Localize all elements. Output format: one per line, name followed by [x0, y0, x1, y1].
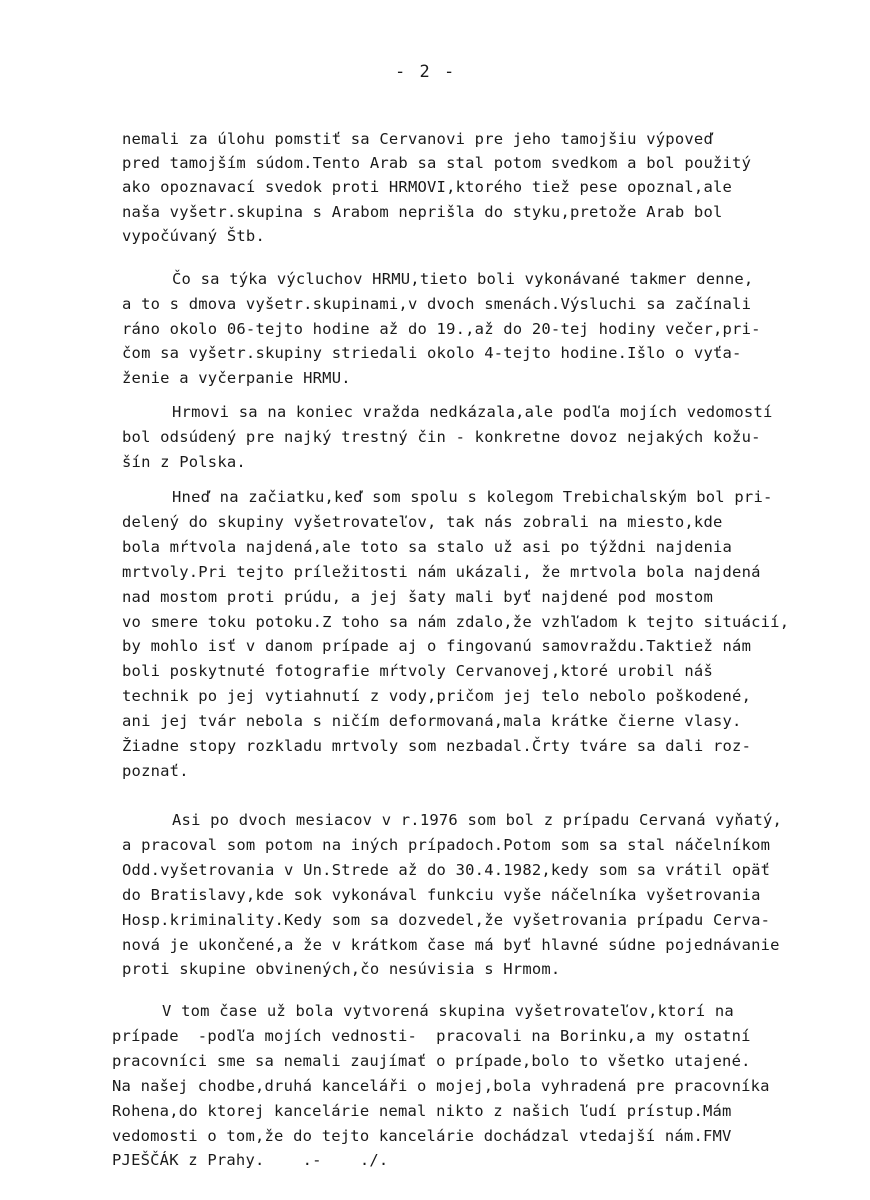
- text-line: ženie a vyčerpanie HRMU.: [122, 369, 351, 388]
- text-line: vedomosti o tom,že do tejto kancelárie dochádzal vtedajší nám.FMV: [112, 1126, 732, 1145]
- text-line: do Bratislavy,kde sok vykonával funkciu vyše náčelníka vyšetrovania: [122, 885, 761, 904]
- text-line: ani jej tvár nebola s ničím deformovaná,mala krátke čierne vlasy.: [122, 712, 742, 731]
- text-line: Rohena,do ktorej kancelárie nemal nikto z našich ľudí prístup.Mám: [112, 1101, 732, 1120]
- text-line: nemali za úlohu pomstiť sa Cervanovi pre jeho tamojšiu výpoveď: [122, 130, 713, 148]
- text-line: by mohlo isť v danom prípade aj o fingovanú samovraždu.Taktiež nám: [122, 637, 752, 656]
- page-number: - 2 -: [395, 62, 457, 82]
- text-line: Hosp.kriminality.Kedy som sa dozvedel,že vyšetrovania prípadu Cerva-: [122, 910, 771, 929]
- text-line: boli poskytnuté fotografie mŕtvoly Cervanovej,ktoré urobil náš: [122, 662, 713, 681]
- text-line: PJEŠČÁK z Prahy. .- ./.: [112, 1151, 389, 1170]
- text-line: Žiadne stopy rozkladu mrtvoly som nezbadal.Črty tváre sa dali roz-: [122, 737, 752, 755]
- text-line: prípade -podľa mojích vednosti- pracovali na Borinku,a my ostatní: [112, 1026, 751, 1045]
- text-line: proti skupine obvinených,čo nesúvisia s Hrmom.: [122, 960, 561, 979]
- text-line: ako opoznavací svedok proti HRMOVI,ktorého tiež pese opoznal,ale: [122, 178, 733, 197]
- text-line: čom sa vyšetr.skupiny striedali okolo 4-tejto hodine.Išlo o vyťa-: [122, 344, 742, 363]
- text-line: nová je ukončené,a že v krátkom čase má byť hlavné súdne pojednávanie: [122, 935, 780, 954]
- text-line: bola mŕtvola najdená,ale toto sa stalo už asi po týždni najdenia: [122, 537, 733, 556]
- text-line: Odd.vyšetrovania v Un.Strede až do 30.4.1982,kedy som sa vrátil opäť: [122, 860, 771, 879]
- text-line: Hrmovi sa na koniec vražda nedkázala,ale podľa mojích vedomostí: [172, 403, 773, 421]
- text-line: naša vyšetr.skupina s Arabom neprišla do styku,pretože Arab bol: [122, 202, 723, 221]
- text-line: pracovníci sme sa nemali zaujímať o prípade,bolo to všetko utajené.: [112, 1051, 751, 1070]
- text-line: vo smere toku potoku.Z toho sa nám zdalo,že vzhľadom k tejto situácií,: [122, 612, 790, 631]
- text-line: pred tamojším súdom.Tento Arab sa stal potom svedkom a bol použitý: [122, 154, 752, 173]
- text-line: technik po jej vytiahnutí z vody,pričom jej telo nebolo poškodené,: [122, 687, 752, 706]
- text-line: Asi po dvoch mesiacov v r.1976 som bol z prípadu Cervaná vyňatý,: [172, 811, 783, 829]
- text-line: ráno okolo 06-tejto hodine až do 19.,až do 20-tej hodiny večer,pri-: [122, 319, 761, 338]
- text-line: delený do skupiny vyšetrovateľov, tak nás zobrali na miesto,kde: [122, 512, 723, 531]
- text-line: V tom čase už bola vytvorená skupina vyšetrovateľov,ktorí na: [162, 1002, 734, 1020]
- text-line: mrtvoly.Pri tejto príležitosti nám ukázali, že mrtvola bola najdená: [122, 562, 761, 581]
- text-line: poznať.: [122, 761, 189, 780]
- text-line: a to s dmova vyšetr.skupinami,v dvoch smenách.Výsluchi sa začínali: [122, 294, 752, 313]
- text-line: a pracoval som potom na iných prípadoch.Potom som sa stal náčelníkom: [122, 835, 771, 854]
- text-line: Hneď na začiatku,keď som spolu s kolegom Trebichalským bol pri-: [172, 488, 773, 506]
- text-line: šín z Polska.: [122, 452, 246, 471]
- text-line: Na našej chodbe,druhá kanceláři o mojej,bola vyhradená pre pracovníka: [112, 1076, 770, 1095]
- text-line: Čo sa týka výcluchov HRMU,tieto boli vykonávané takmer denne,: [172, 270, 754, 288]
- text-line: vypočúvaný Štb.: [122, 226, 265, 245]
- text-line: bol odsúdený pre najký trestný čin - konkretne dovoz nejakých kožu-: [122, 427, 761, 446]
- text-line: nad mostom proti prúdu, a jej šaty mali byť najdené pod mostom: [122, 587, 713, 606]
